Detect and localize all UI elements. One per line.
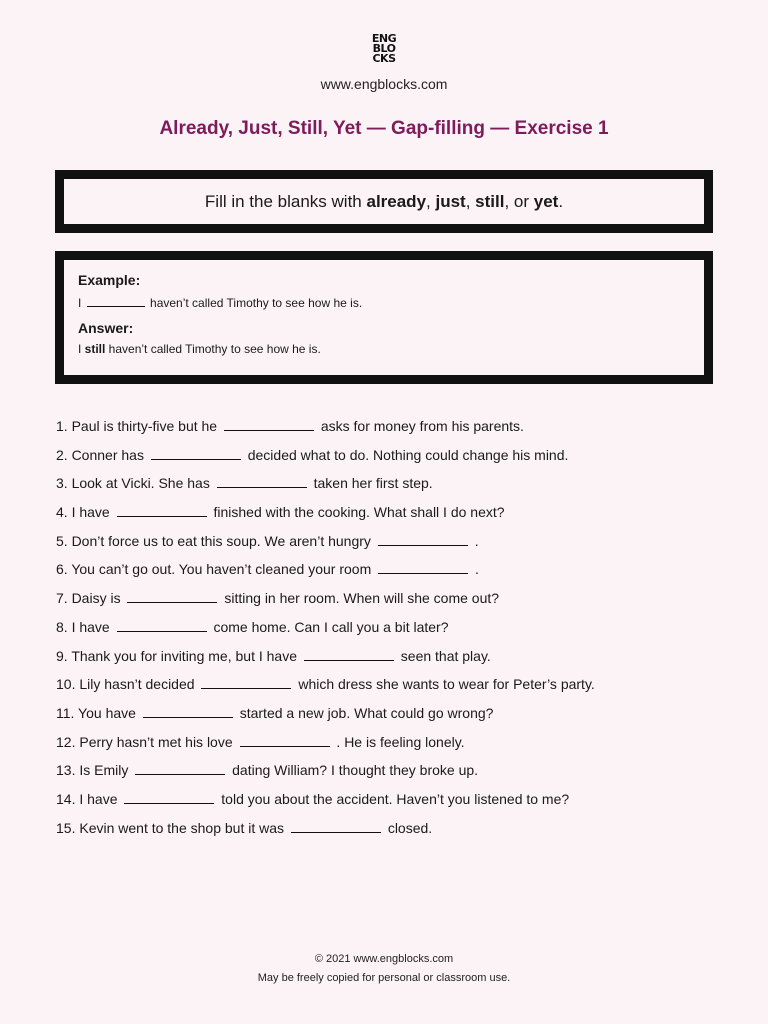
answer-blank[interactable] xyxy=(217,473,307,488)
example-box xyxy=(55,251,713,384)
instruction-box xyxy=(55,170,713,233)
question-item: 12. Perry hasn’t met his love . He is feeling lonely. xyxy=(56,733,465,750)
answer-word: still xyxy=(84,342,106,356)
word-still: still xyxy=(475,191,505,211)
question-item: 7. Daisy is sitting in her room. When will she come out? xyxy=(56,590,500,607)
answer-blank[interactable] xyxy=(378,559,468,574)
answer-blank[interactable] xyxy=(124,789,214,804)
answer-sentence: I still haven’t called Timothy to see how he is. xyxy=(78,342,321,356)
answer-blank[interactable] xyxy=(135,760,225,775)
footer-license: May be freely copied for personal or classroom use. xyxy=(257,972,511,984)
question-item: 1. Paul is thirty-five but he asks for money from his parents. xyxy=(56,418,524,434)
worksheet-title: Already, Just, Still, Yet — Gap-filling — Exercise 1 xyxy=(159,118,609,139)
answer-blank[interactable] xyxy=(224,416,314,431)
question-item: 15. Kevin went to the shop but it was closed. xyxy=(56,819,433,836)
instruction-text: Fill in the blanks with already, just, still, or yet. xyxy=(204,191,564,211)
answer-blank[interactable] xyxy=(304,646,394,661)
question-list xyxy=(56,416,736,846)
answer-blank[interactable] xyxy=(291,818,381,833)
word-yet: yet xyxy=(533,191,559,211)
question-item: 2. Conner has decided what to do. Nothing could change his mind. xyxy=(56,446,569,463)
answer-blank[interactable] xyxy=(127,588,217,603)
answer-blank[interactable] xyxy=(117,502,207,517)
question-item: 3. Look at Vicki. She has taken her first step. xyxy=(56,475,433,492)
question-item: 11. You have started a new job. What could go wrong? xyxy=(56,704,494,721)
logo-line: BLO xyxy=(372,42,396,55)
answer-blank[interactable] xyxy=(201,674,291,689)
question-item: 5. Don’t force us to eat this soup. We aren’t hungry . xyxy=(56,532,479,549)
answer-blank[interactable] xyxy=(143,703,233,718)
logo-line: CKS xyxy=(372,52,396,65)
example-heading: Example: xyxy=(78,272,141,288)
answer-heading: Answer: xyxy=(78,320,134,336)
site-url: www.engblocks.com xyxy=(320,76,448,92)
word-just: just xyxy=(435,191,466,211)
question-item: 10. Lily hasn’t decided which dress she wants to wear for Peter’s party. xyxy=(56,676,595,693)
word-already: already xyxy=(366,191,427,211)
question-item: 6. You can’t go out. You haven’t cleaned your room . xyxy=(56,561,479,578)
question-item: 4. I have finished with the cooking. What shall I do next? xyxy=(56,504,505,521)
answer-blank[interactable] xyxy=(240,732,330,747)
answer-blank[interactable] xyxy=(117,617,207,632)
answer-blank[interactable] xyxy=(151,445,241,460)
answer-blank[interactable] xyxy=(378,531,468,546)
question-item: 14. I have told you about the accident. Haven’t you listened to me? xyxy=(56,790,570,807)
footer-copyright: © 2021 www.engblocks.com xyxy=(314,953,454,965)
question-item: 8. I have come home. Can I call you a bit later? xyxy=(56,618,449,635)
question-item: 13. Is Emily dating William? I thought they broke up. xyxy=(56,762,479,779)
logo-line: ENG xyxy=(371,32,397,45)
engblocks-logo xyxy=(369,34,399,64)
example-sentence: I haven’t called Timothy to see how he is. xyxy=(78,296,363,310)
question-item: 9. Thank you for inviting me, but I have seen that play. xyxy=(56,647,491,664)
example-blank xyxy=(87,294,145,307)
